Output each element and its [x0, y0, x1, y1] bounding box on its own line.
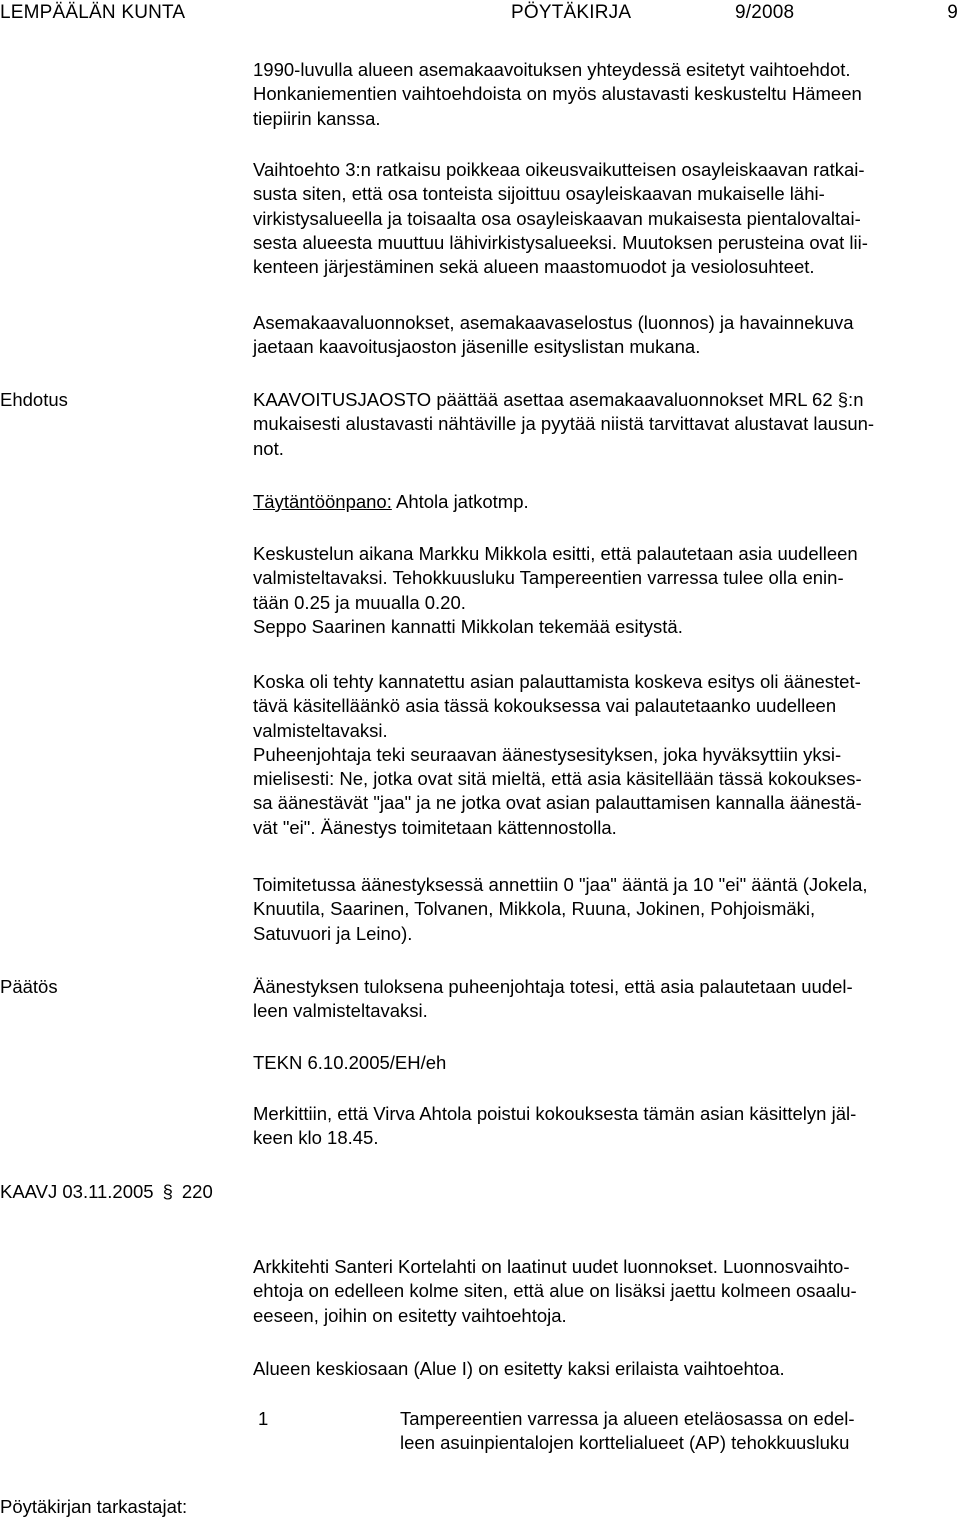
municipality-name: LEMPÄÄLÄN KUNTA — [0, 2, 186, 23]
paragraph-note — [253, 1102, 958, 1151]
paragraph-alternative-3 — [253, 158, 958, 279]
text-line: Seppo Saarinen kannatti Mikkolan tekemää esitystä. — [253, 615, 683, 637]
text-line: Arkkitehti Santeri Kortelahti on laatinut uudet luonnokset. Luonnosvaihto- — [253, 1256, 850, 1277]
paragraph-discussion — [253, 542, 958, 639]
paragraph-central-area — [253, 1357, 958, 1381]
page-header — [0, 0, 960, 27]
item-number: 1 — [258, 1408, 269, 1429]
text-line: Puheenjohtaja teki seuraavan äänestysesityksen, joka hyväksyttiin yksi- — [253, 743, 842, 765]
text-line: Knuutila, Saarinen, Tolvanen, Mikkola, Ruuna, Jokinen, Pohjoismäki, — [253, 898, 816, 920]
text-line: tiepiirin kanssa. — [253, 107, 381, 129]
document-type: PÖYTÄKIRJA — [511, 2, 632, 23]
section-label-ehdotus: Ehdotus — [0, 389, 68, 410]
text-line: jaetaan kaavoitusjaoston jäsenille esityslistan mukana. — [253, 336, 701, 358]
section-sign: § — [162, 1181, 173, 1202]
text-line: Satuvuori ja Leino). — [253, 922, 413, 944]
text-line: virkistysalueella ja toisaalta osa osayleiskaavan mukaisesta pientalovaltai- — [253, 207, 861, 229]
section-label-paatos: Päätös — [0, 976, 58, 997]
paragraph-vote-proposal — [253, 670, 958, 840]
text-line: Honkaniementien vaihtoehdoista on myös alustavasti keskusteltu Hämeen — [253, 83, 862, 105]
text-line: valmisteltavaksi. Tehokkuusluku Tampereentien varressa tulee olla enin- — [253, 567, 844, 589]
text-line: vät "ei". Äänestys toimitetaan kättennostolla. — [253, 816, 617, 838]
page-number: 9 — [947, 2, 958, 23]
paragraph-proposal — [253, 388, 958, 461]
text-line: valmisteltavaksi. — [253, 719, 388, 741]
paragraph-vote-result — [253, 873, 958, 946]
text-line: leen asuinpientalojen korttelialueet (AP) tehokkuusluku — [400, 1432, 850, 1454]
text-line: Vaihtoehto 3:n ratkaisu poikkeaa oikeusvaikutteisen osayleiskaavan ratkai- — [253, 159, 865, 180]
text-line: Toimitetussa äänestyksessä annettiin 0 "jaa" ääntä ja 10 "ei" ääntä (Jokela, — [253, 874, 868, 895]
text-line: Merkittiin, että Virva Ahtola poistui kokouksesta tämän asian käsittelyn jäl- — [253, 1103, 857, 1124]
paragraph-drafts-distributed — [253, 311, 958, 360]
text-line: Koska oli tehty kannatettu asian palauttamista koskeva esitys oli äänestet- — [253, 671, 861, 692]
text-line — [253, 490, 958, 514]
text-line: tään 0.25 ja muualla 0.20. — [253, 591, 466, 613]
text-line: Asemakaavaluonnokset, asemakaavaselostus (luonnos) ja havainnekuva — [253, 312, 854, 333]
meeting-reference: KAAVJ 03.11.2005 — [0, 1181, 154, 1202]
text-line: susta siten, että osa tonteista sijoittuu osayleiskaavan mukaiselle lähi- — [253, 183, 825, 205]
text-line: Äänestyksen tuloksena puheenjohtaja totesi, että asia palautetaan uudel- — [253, 976, 853, 997]
text-line: KAAVOITUSJAOSTO päättää asettaa asemakaavaluonnokset MRL 62 §:n — [253, 389, 864, 410]
text-line: Keskustelun aikana Markku Mikkola esitti, että palautetaan asia uudelleen — [253, 543, 858, 564]
text-line: mielisesti: Ne, jotka ovat sitä mieltä, että asia käsitellään tässä kokoukses- — [253, 768, 862, 790]
execution-label: Täytäntöönpano: — [253, 491, 392, 512]
meeting-section-reference — [0, 1180, 213, 1204]
paragraph-alternatives-intro — [253, 58, 958, 131]
text-line: sesta alueesta muuttuu lähivirkistysalueeksi. Muutoksen perusteina ovat lii- — [253, 231, 868, 253]
text-line: TEKN 6.10.2005/EH/eh — [253, 1052, 447, 1073]
text-line: Tampereentien varressa ja alueen eteläosassa on edel- — [400, 1408, 855, 1429]
text-line: 1990-luvulla alueen asemakaavoituksen yhteydessä esitetyt vaihtoehdot. — [253, 59, 851, 80]
text-line: keen klo 18.45. — [253, 1127, 379, 1149]
text-line: mukaisesti alustavasti nähtäville ja pyytää niistä tarvittavat alustavat lausun- — [253, 413, 875, 435]
text-line: kenteen järjestäminen sekä alueen maastomuodot ja vesiolosuhteet. — [253, 256, 815, 278]
text-line: Alueen keskiosaan (Alue I) on esitetty kaksi erilaista vaihtoehtoa. — [253, 1358, 785, 1379]
execution-value: Ahtola jatkotmp. — [391, 491, 529, 512]
text-line: not. — [253, 437, 284, 459]
paragraph-decision — [253, 975, 958, 1024]
text-line: leen valmisteltavaksi. — [253, 1000, 428, 1022]
paragraph-reference — [253, 1051, 958, 1075]
text-line: sa äänestävät "jaa" ja ne jotka ovat asian palauttamisen kannalla äänestä- — [253, 792, 862, 814]
item-text — [400, 1407, 855, 1456]
text-line: tävä käsitelläänkö asia tässä kokouksessa vai palautetaanko uudelleen — [253, 695, 837, 717]
document-number: 9/2008 — [735, 2, 795, 23]
text-line: ehtoja on edelleen kolme siten, että alue on lisäksi jaettu kolmeen osaalu- — [253, 1280, 857, 1302]
section-number: 220 — [181, 1181, 213, 1202]
text-line: eeseen, joihin on esitetty vaihtoehtoja. — [253, 1304, 567, 1326]
reviewers-label: Pöytäkirjan tarkastajat: — [0, 1496, 188, 1517]
paragraph-new-drafts — [253, 1255, 958, 1328]
paragraph-execution — [253, 490, 958, 514]
